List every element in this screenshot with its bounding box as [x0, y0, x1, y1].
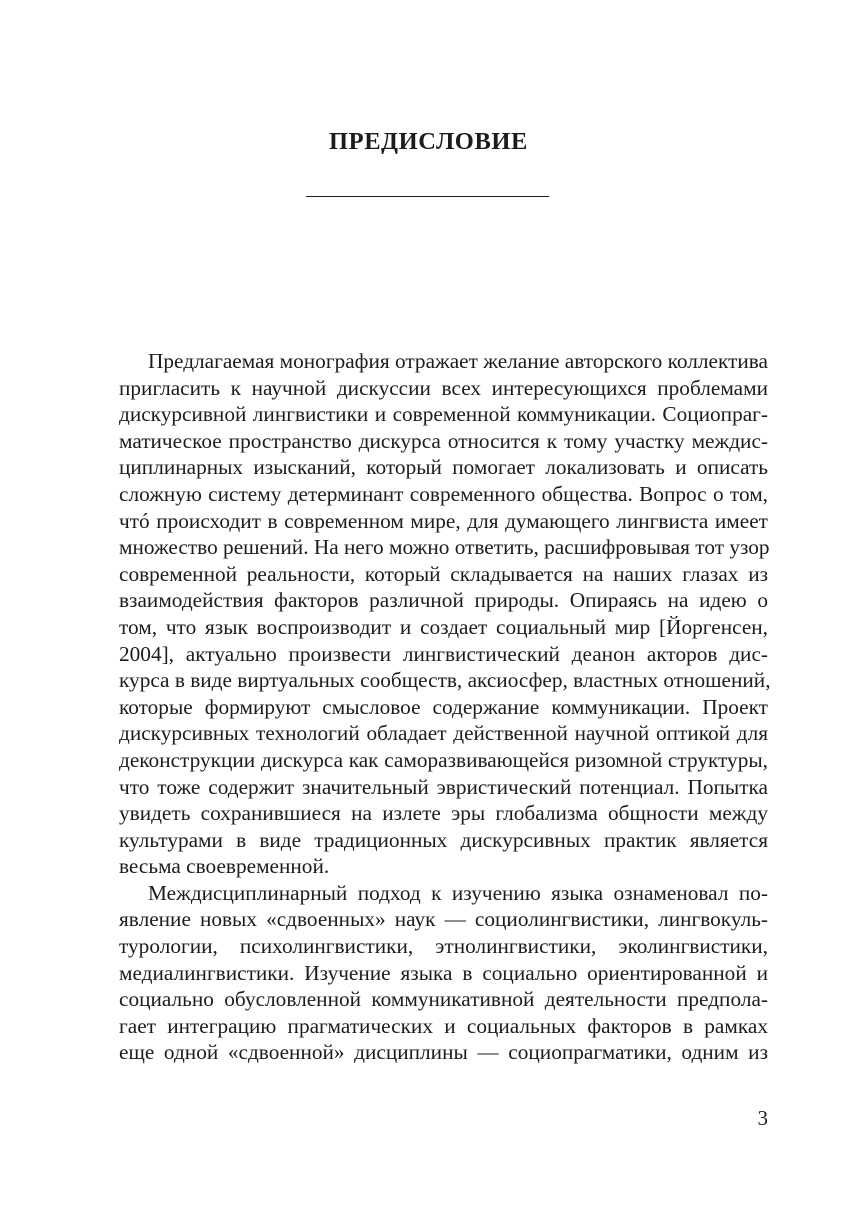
- paragraph-2: [89, 880, 768, 1066]
- text-line: том, что язык воспроизводит и создает социальный мир [Йоргенсен,: [119, 614, 768, 639]
- text-line: современной реальности, который складывается на наших глазах из: [119, 561, 768, 586]
- text-line: Междисциплинарный подход к изучению языка ознаменовал по-: [148, 880, 768, 905]
- preface-body: [89, 348, 771, 1066]
- text-line: курса в виде виртуальных сообществ, аксиосфер, властных отношений,: [119, 668, 771, 693]
- text-line: дискурсивных технологий обладает действенной научной оптикой для: [119, 721, 768, 746]
- text-line: гает интеграцию прагматических и социальных факторов в рамках: [119, 1013, 768, 1038]
- text-line: пригласить к научной дискуссии всех интересующихся проблемами: [119, 375, 768, 400]
- text-line: взаимодействия факторов различной природы. Опираясь на идею о: [119, 588, 768, 613]
- text-line: дискурсивной лингвистики и современной коммуникации. Социопраг-: [119, 402, 768, 427]
- text-line: матическое пространство дискурса относится к тому участку междис-: [119, 428, 768, 453]
- text-line: социально обусловленной коммуникативной деятельности предпола-: [119, 987, 768, 1012]
- text-line: весьма своевременной.: [119, 854, 330, 879]
- text-line: которые формируют смысловое содержание коммуникации. Проект: [119, 694, 768, 719]
- text-line: сложную систему детерминант современного общества. Вопрос о том,: [119, 481, 768, 506]
- text-line: циплинарных изысканий, который помогает локализовать и описать: [119, 455, 768, 480]
- text-line: турологии, психолингвистики, этнолингвистики, эколингвистики,: [119, 934, 768, 959]
- title-divider: [306, 196, 549, 197]
- text-line: деконструкции дискурса как саморазвивающейся ризомной структуры,: [119, 747, 768, 772]
- page-number: 3: [757, 1106, 768, 1130]
- text-line: явление новых «сдвоенных» наук — социолингвистики, лингвокуль-: [119, 907, 768, 932]
- text-line: множество решений. На него можно ответить, расшифровывая тот узор: [119, 535, 770, 560]
- paragraph-1: [89, 348, 771, 880]
- text-line: 2004], актуально произвести лингвистический деанон акторов дис-: [119, 641, 768, 666]
- text-line: увидеть сохранившиеся на излете эры глобализма общности между: [119, 801, 768, 826]
- text-line: Предлагаемая монография отражает желание авторского коллектива: [148, 349, 768, 373]
- text-line: медиалингвистики. Изучение языка в социально ориентированной и: [119, 960, 768, 985]
- text-line: культурами в виде традиционных дискурсивных практик является: [119, 827, 768, 852]
- page-title: ПРЕДИСЛОВИЕ: [328, 128, 528, 155]
- text-line: еще одной «сдвоенной» дисциплины — социопрагматики, одним из: [119, 1040, 768, 1065]
- text-line: что тоже содержит значительный эвристический потенциал. Попытка: [119, 774, 768, 799]
- text-line: чтó происходит в современном мире, для думающего лингвиста имеет: [119, 508, 768, 533]
